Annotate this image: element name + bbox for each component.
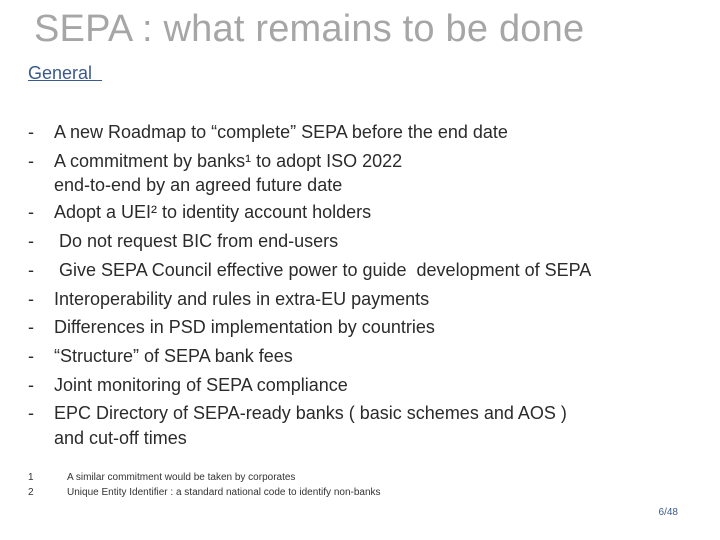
bullet-continuation: end-to-end by an agreed future date	[54, 175, 343, 196]
bullet-item	[28, 371, 708, 400]
page-number: 6/48	[658, 507, 678, 518]
section-heading: General	[28, 63, 103, 83]
bullet-marker: -	[28, 374, 34, 395]
bullet-continuation: and cut-off times	[54, 428, 187, 449]
bullet-text: A new Roadmap to “complete” SEPA before the end date	[54, 122, 508, 142]
bullet-text: A commitment by banks¹ to adopt ISO 2022	[54, 150, 403, 171]
footnote	[28, 470, 381, 485]
bullet-text: “Structure” of SEPA bank fees	[54, 345, 293, 366]
bullet-marker: -	[28, 231, 34, 252]
bullet-marker: -	[28, 202, 34, 223]
bullet-item	[28, 313, 708, 342]
slide-title: SEPA : what remains to be done	[34, 8, 585, 50]
bullet-text: Differences in PSD implementation by countries	[54, 317, 435, 338]
bullet-text: Give SEPA Council effective power to guide development of SEPA	[54, 259, 592, 280]
bullet-marker: -	[28, 150, 34, 171]
bullet-item	[28, 399, 708, 451]
bullet-marker: -	[28, 345, 34, 366]
footnote-text: Unique Entity Identifier : a standard national code to identify non-banks	[67, 487, 381, 498]
bullet-item	[28, 256, 708, 285]
bullet-list	[28, 118, 708, 451]
bullet-text: Interoperability and rules in extra-EU payments	[54, 288, 430, 309]
bullet-marker: -	[28, 317, 34, 338]
bullet-item	[28, 118, 708, 147]
footnote-list	[28, 470, 381, 500]
bullet-marker: -	[28, 403, 34, 424]
footnote	[28, 485, 381, 500]
bullet-item	[28, 198, 708, 227]
bullet-text: Do not request BIC from end-users	[54, 231, 339, 252]
footnote-number: 1	[28, 472, 34, 483]
bullet-text: EPC Directory of SEPA-ready banks ( basic schemes and AOS )	[54, 403, 567, 424]
bullet-item	[28, 147, 708, 199]
bullet-marker: -	[28, 122, 34, 142]
bullet-item	[28, 342, 708, 371]
bullet-text: Joint monitoring of SEPA compliance	[54, 374, 348, 395]
bullet-text: Adopt a UEI² to identity account holders	[54, 202, 372, 223]
bullet-marker: -	[28, 288, 34, 309]
bullet-item	[28, 227, 708, 256]
bullet-item	[28, 285, 708, 314]
footnote-text: A similar commitment would be taken by corporates	[67, 472, 296, 483]
footnote-number: 2	[28, 487, 34, 498]
bullet-marker: -	[28, 259, 34, 280]
